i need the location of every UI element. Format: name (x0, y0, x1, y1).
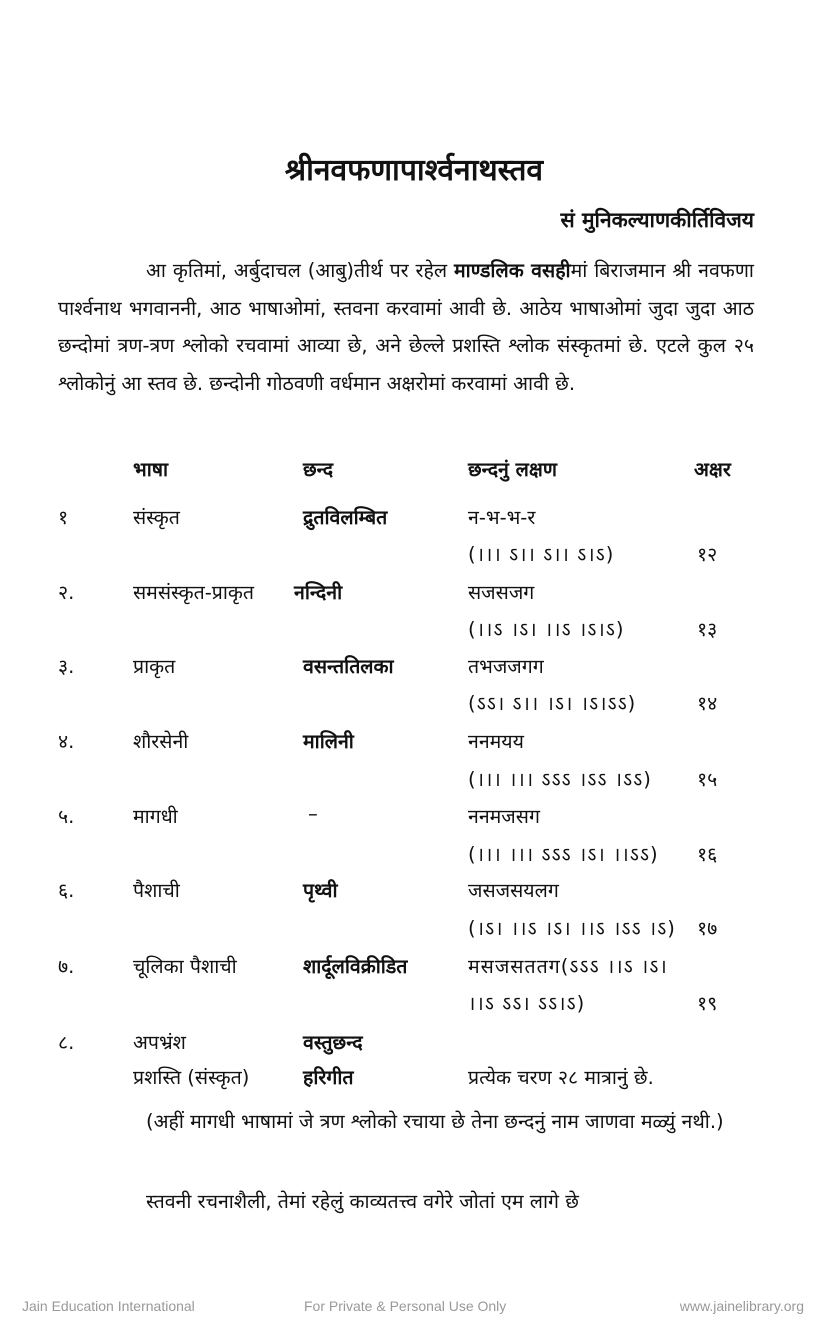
row-number: ३. (58, 655, 75, 678)
row-chhand: वसन्ततिलका (303, 655, 394, 678)
row-gana: सजसजग (468, 581, 535, 604)
row-number: ४. (58, 730, 75, 753)
row-chhand: वस्तुछन्द (303, 1031, 363, 1054)
row-akshar: १२ (697, 543, 718, 566)
row-akshar: १३ (697, 618, 718, 641)
intro-paragraph: आ कृतिमां, अर्बुदाचल (आबु)तीर्थ पर रहेल माण्डलिक वसहीमां बिराजमान श्री नवफणा पार्श्वनाथ भगवाननी, आठ भाषाओमां, स्तवना करवामां आवी छे. आठेय भाषाओमां जुदा जुदा आठ छन्दोमां त्रण-त्रण श्लोको रचवामां आव्या छे, अने छेल्ले प्रशस्ति श्लोक संस्कृतमां छे. एटले कुल २५ श्लोकोनुं आ स्तव छे. छन्दोनी गोठवणी वर्धमान अक्षरोमां करवामां आवी छे. (58, 259, 754, 395)
prashasti-chhand: हरिगीत (303, 1066, 354, 1089)
row-chhand: पृथ्वी (303, 879, 338, 902)
closing-paragraph: स्तवनी रचनाशैली, तेमां रहेलुं काव्यतत्त्व वगेरे जोतां एम लागे छे (146, 1190, 579, 1213)
row-language: शौरसेनी (133, 730, 189, 753)
temple-name: माण्डलिक वसही (454, 259, 571, 282)
header-akshar: अक्षर (694, 458, 731, 481)
author-byline: सं मुनिकल्याणकीर्तिविजय (560, 208, 754, 232)
row-chhand: – (308, 802, 318, 825)
row-number: ८. (58, 1031, 75, 1054)
prashasti-lakshan: प्रत्येक चरण २८ मात्रानुं छे. (468, 1066, 654, 1089)
row-language: समसंस्कृत-प्राकृत (133, 581, 254, 604)
row-akshar: १६ (697, 843, 718, 866)
row-number: ५. (58, 805, 75, 828)
row-akshar: १७ (697, 917, 718, 940)
row-language: पैशाची (133, 879, 180, 902)
row-language: संस्कृत (133, 506, 180, 529)
row-chhand: नन्दिनी (294, 581, 343, 604)
row-pattern: (।।ऽ ।ऽ। ।।ऽ ।ऽ।ऽ) (468, 618, 625, 641)
row-gana: मसजसततग(ऽऽऽ ।।ऽ ।ऽ। (468, 955, 668, 978)
row-pattern: (।।। ।।। ऽऽऽ ।ऽ। ।।ऽऽ) (468, 843, 659, 866)
row-akshar: १५ (697, 768, 718, 791)
row-language: चूलिका पैशाची (133, 955, 237, 978)
footer-publisher: Jain Education International (22, 1298, 195, 1314)
row-chhand: मालिनी (303, 730, 354, 753)
row-language: मागधी (133, 805, 178, 828)
row-chhand: शार्दूलविक्रीडित (303, 955, 408, 978)
row-language: प्राकृत (133, 655, 176, 678)
row-number: ६. (58, 879, 75, 902)
row-gana: तभजजगग (468, 655, 544, 678)
row-gana: न-भ-भ-र (468, 506, 536, 529)
header-chhand: छन्द (303, 458, 334, 481)
page-title: श्रीनवफणापार्श्वनाथस्तव (284, 153, 544, 188)
footer-website-link[interactable]: www.jainelibrary.org (679, 1298, 804, 1314)
footer-usage-notice: For Private & Personal Use Only (304, 1298, 507, 1314)
row-number: २. (58, 581, 75, 604)
row-language: अपभ्रंश (133, 1031, 186, 1054)
row-gana: ननमयय (468, 730, 524, 753)
header-lakshan: छन्दनुं लक्षण (468, 458, 557, 481)
row-number: ७. (58, 955, 75, 978)
prashasti-language: प्रशस्ति (संस्कृत) (133, 1066, 250, 1089)
row-pattern: (ऽऽ। ऽ।। ।ऽ। ।ऽ।ऽऽ) (468, 692, 637, 715)
row-pattern: (।।। ।।। ऽऽऽ ।ऽऽ ।ऽऽ) (468, 768, 652, 791)
header-language: भाषा (133, 458, 169, 481)
row-chhand: द्रुतविलम्बित (303, 506, 388, 529)
row-pattern: (।।। ऽ।। ऽ।। ऽ।ऽ) (468, 543, 615, 566)
note-paragraph: (अहीं मागधी भाषामां जे त्रण श्लोको रचाया छे तेना छन्दनुं नाम जाणवा मळ्युं नथी.) (146, 1110, 724, 1133)
row-akshar: १४ (697, 692, 718, 715)
row-number: १ (58, 506, 69, 529)
row-pattern: ।।ऽ ऽऽ। ऽऽ।ऽ) (468, 992, 586, 1015)
row-gana: ननमजसग (468, 805, 540, 828)
row-pattern: (।ऽ। ।।ऽ ।ऽ। ।।ऽ ।ऽऽ ।ऽ) (468, 917, 676, 940)
row-gana: जसजसयलग (468, 879, 559, 902)
row-akshar: १९ (697, 992, 718, 1015)
